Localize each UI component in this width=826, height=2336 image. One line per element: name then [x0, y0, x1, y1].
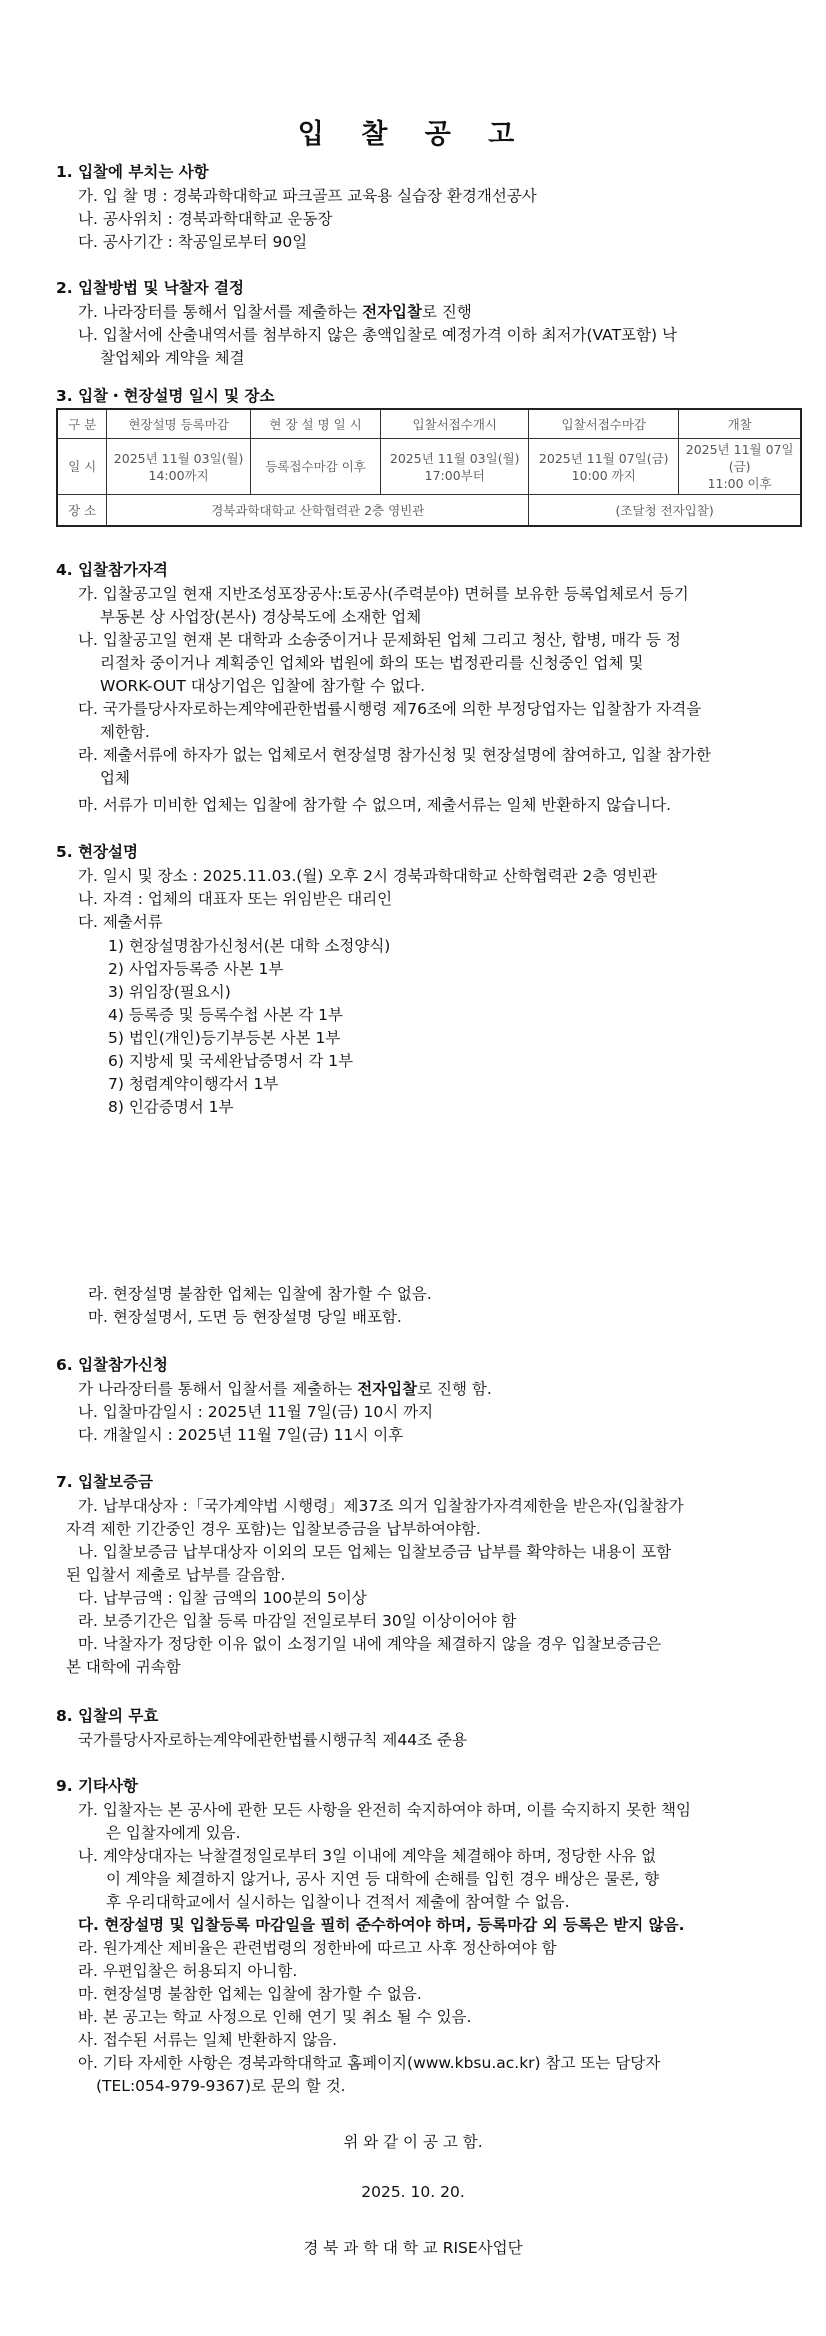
s5-item-d: 라. 현장설명 불참한 업체는 입찰에 참가할 수 없음.: [88, 1285, 432, 1303]
s5-doc: 4) 등록증 및 등록수첩 사본 각 1부: [108, 1006, 344, 1024]
s5-doc: 6) 지방세 및 국세완납증명서 각 1부: [108, 1052, 354, 1070]
table-cell: 2025년 11월 03일(월) 17:00부터: [381, 439, 529, 495]
table-header-row: [57, 409, 801, 439]
header-cell: 입찰서접수개시: [381, 409, 529, 439]
s7-line: 라. 보증기간은 입찰 등록 마감일 전일로부터 30일 이상이어야 함: [78, 1612, 517, 1630]
section-6-heading: 6. 입찰참가신청: [56, 1356, 168, 1374]
s9-line: 라. 우편입찰은 허용되지 아니함.: [78, 1962, 298, 1980]
s5-item-a: 가. 일시 및 장소 : 2025.11.03.(월) 오후 2시 경북과학대학교 산학협력관 2층 영빈관: [78, 867, 658, 885]
s4-line: 리절차 중이거나 계획중인 업체와 법원에 화의 또는 법정관리를 신청중인 업체 및: [100, 654, 644, 672]
s5-doc: 2) 사업자등록증 사본 1부: [108, 960, 284, 978]
s7-line: 나. 입찰보증금 납부대상자 이외의 모든 업체는 입찰보증금 납부를 확약하는 내용이 포함: [78, 1543, 672, 1561]
s5-doc: 1) 현장설명참가신청서(본 대학 소정양식): [108, 937, 391, 955]
s4-line: 다. 국가를당사자로하는계약에관한법률시행령 제76조에 의한 부정당업자는 입찰참가 자격을: [78, 700, 702, 718]
s5-doc: 8) 인감증명서 1부: [108, 1098, 234, 1116]
s9-line: 가. 입찰자는 본 공사에 관한 모든 사항을 완전히 숙지하여야 하며, 이를 숙지하지 못한 책임: [78, 1801, 691, 1819]
s4-line: 부동본 상 사업장(본사) 경상북도에 소재한 업체: [100, 608, 422, 626]
s5-doc: 5) 법인(개인)등기부등본 사본 1부: [108, 1029, 341, 1047]
s9-line: 라. 원가계산 제비율은 관련법령의 정한바에 따르고 사후 정산하여야 함: [78, 1939, 557, 1957]
table-cell: 2025년 11월 03일(월) 14:00까지: [107, 439, 251, 495]
notice-date: 2025. 10. 20.: [361, 2183, 465, 2201]
s7-line: 마. 낙찰자가 정당한 이유 없이 소정기일 내에 계약을 체결하지 않을 경우 입찰보증금은: [78, 1635, 662, 1653]
s9-line: 아. 기타 자세한 사항은 경북과학대학교 홈페이지(www.kbsu.ac.kr) 참고 또는 담당자: [78, 2054, 661, 2072]
s9-line: 이 계약을 체결하지 않거나, 공사 지연 등 대학에 손해를 입힌 경우 배상은 물론, 향: [106, 1870, 660, 1888]
table-cell: 2025년 11월 07일(금) 11:00 이후: [679, 439, 801, 495]
s9-line: 나. 계약상대자는 낙찰결정일로부터 3일 이내에 계약을 체결해야 하며, 정당한 사유 없: [78, 1847, 657, 1865]
header-cell: 개찰: [679, 409, 801, 439]
s1-item-c: 다. 공사기간 : 착공일로부터 90일: [78, 233, 308, 251]
s8-text: 국가를당사자로하는계약에관한법률시행규칙 제44조 준용: [78, 1731, 467, 1749]
s4-line: 업체: [100, 769, 130, 787]
s5-item-b: 나. 자격 : 업체의 대표자 또는 위임받은 대리인: [78, 890, 393, 908]
header-cell: 구 분: [57, 409, 107, 439]
s5-doc: 3) 위임장(필요시): [108, 983, 231, 1001]
s4-line: 마. 서류가 미비한 업체는 입찰에 참가할 수 없으며, 제출서류는 일체 반환하지 않습니다.: [78, 796, 672, 814]
s4-line: 제한함.: [100, 723, 150, 741]
s1-item-b: 나. 공사위치 : 경북과학대학교 운동장: [78, 210, 333, 228]
s2-item-b-line1: 나. 입찰서에 산출내역서를 첨부하지 않은 총액입찰로 예정가격 이하 최저가(VAT포함) 낙: [78, 326, 677, 344]
s4-line: 나. 입찰공고일 현재 본 대학과 소송중이거나 문제화된 업체 그리고 청산, 합병, 매각 등 정: [78, 631, 681, 649]
s6-item-a: 가 나라장터를 통해서 입찰서를 제출하는 전자입찰로 진행 함.: [78, 1380, 492, 1398]
section-3-heading: 3. 입찰・현장설명 일시 및 장소: [56, 387, 275, 405]
s7-line: 다. 납부금액 : 입찰 금액의 100분의 5이상: [78, 1589, 367, 1607]
section-9-heading: 9. 기타사항: [56, 1777, 138, 1795]
s9-line: 은 입찰자에게 있음.: [106, 1824, 241, 1842]
s2-item-b-line2: 찰업체와 계약을 체결: [100, 349, 245, 367]
s6-item-b: 나. 입찰마감일시 : 2025년 11월 7일(금) 10시 까지: [78, 1403, 434, 1421]
s9-line: (TEL:054-979-9367)로 문의 할 것.: [96, 2077, 346, 2095]
s2-item-a: 가. 나라장터를 통해서 입찰서를 제출하는 전자입찰로 진행: [78, 303, 472, 321]
s7-line: 된 입찰서 제출로 납부를 갈음함.: [66, 1566, 286, 1584]
s4-line: WORK-OUT 대상기업은 입찰에 참가할 수 없다.: [100, 677, 426, 695]
s5-item-c: 다. 제출서류: [78, 913, 163, 931]
table-row: [57, 495, 801, 527]
schedule-table: [56, 408, 802, 527]
issuer: 경 북 과 학 대 학 교 RISE사업단: [303, 2239, 523, 2257]
section-8-heading: 8. 입찰의 무효: [56, 1707, 159, 1725]
section-4-heading: 4. 입찰참가자격: [56, 561, 168, 579]
header-cell: 현장설명 등록마감: [107, 409, 251, 439]
section-5-heading: 5. 현장설명: [56, 843, 138, 861]
section-7-heading: 7. 입찰보증금: [56, 1473, 153, 1491]
table-cell: 등록접수마감 이후: [250, 439, 380, 495]
table-row: [57, 439, 801, 495]
s9-line-emphasis: 다. 현장설명 및 입찰등록 마감일을 필히 준수하여야 하며, 등록마감 외 등록은 받지 않음.: [78, 1916, 685, 1934]
row-label: 장 소: [57, 495, 107, 527]
table-cell: 2025년 11월 07일(금) 10:00 까지: [529, 439, 679, 495]
s4-line: 가. 입찰공고일 현재 지반조성포장공사:토공사(주력분야) 면허를 보유한 등록업체로서 등기: [78, 585, 689, 603]
s6-item-c: 다. 개찰일시 : 2025년 11월 7일(금) 11시 이후: [78, 1426, 404, 1444]
table-cell: (조달청 전자입찰): [529, 495, 801, 527]
s1-item-a: 가. 입 찰 명 : 경북과학대학교 파크골프 교육용 실습장 환경개선공사: [78, 187, 537, 205]
s7-line: 본 대학에 귀속함: [66, 1658, 181, 1676]
header-cell: 입찰서접수마감: [529, 409, 679, 439]
s9-line: 사. 접수된 서류는 일체 반환하지 않음.: [78, 2031, 338, 2049]
s5-doc: 7) 청렴계약이행각서 1부: [108, 1075, 279, 1093]
closing-statement: 위 와 같 이 공 고 함.: [343, 2133, 483, 2151]
document-title: 입 찰 공 고: [297, 119, 529, 150]
s7-line: 자격 제한 기간중인 경우 포함)는 입찰보증금을 납부하여야함.: [66, 1520, 481, 1538]
row-label: 일 시: [57, 439, 107, 495]
table-cell: 경북과학대학교 산학협력관 2층 영빈관: [107, 495, 529, 527]
section-1-heading: 1. 입찰에 부치는 사항: [56, 163, 209, 181]
s7-line: 가. 납부대상자 :「국가계약법 시행령」제37조 의거 입찰참가자격제한을 받은자(입찰참가: [78, 1497, 684, 1515]
header-cell: 현 장 설 명 일 시: [250, 409, 380, 439]
s4-line: 라. 제출서류에 하자가 없는 업체로서 현장설명 참가신청 및 현장설명에 참여하고, 입찰 참가한: [78, 746, 712, 764]
section-2-heading: 2. 입찰방법 및 낙찰자 결정: [56, 279, 244, 297]
s9-line: 마. 현장설명 불참한 업체는 입찰에 참가할 수 없음.: [78, 1985, 422, 2003]
s9-line: 바. 본 공고는 학교 사정으로 인해 연기 및 취소 될 수 있음.: [78, 2008, 472, 2026]
s9-line: 후 우리대학교에서 실시하는 입찰이나 견적서 제출에 참여할 수 없음.: [106, 1893, 570, 1911]
s5-item-e: 마. 현장설명서, 도면 등 현장설명 당일 배포함.: [88, 1308, 402, 1326]
